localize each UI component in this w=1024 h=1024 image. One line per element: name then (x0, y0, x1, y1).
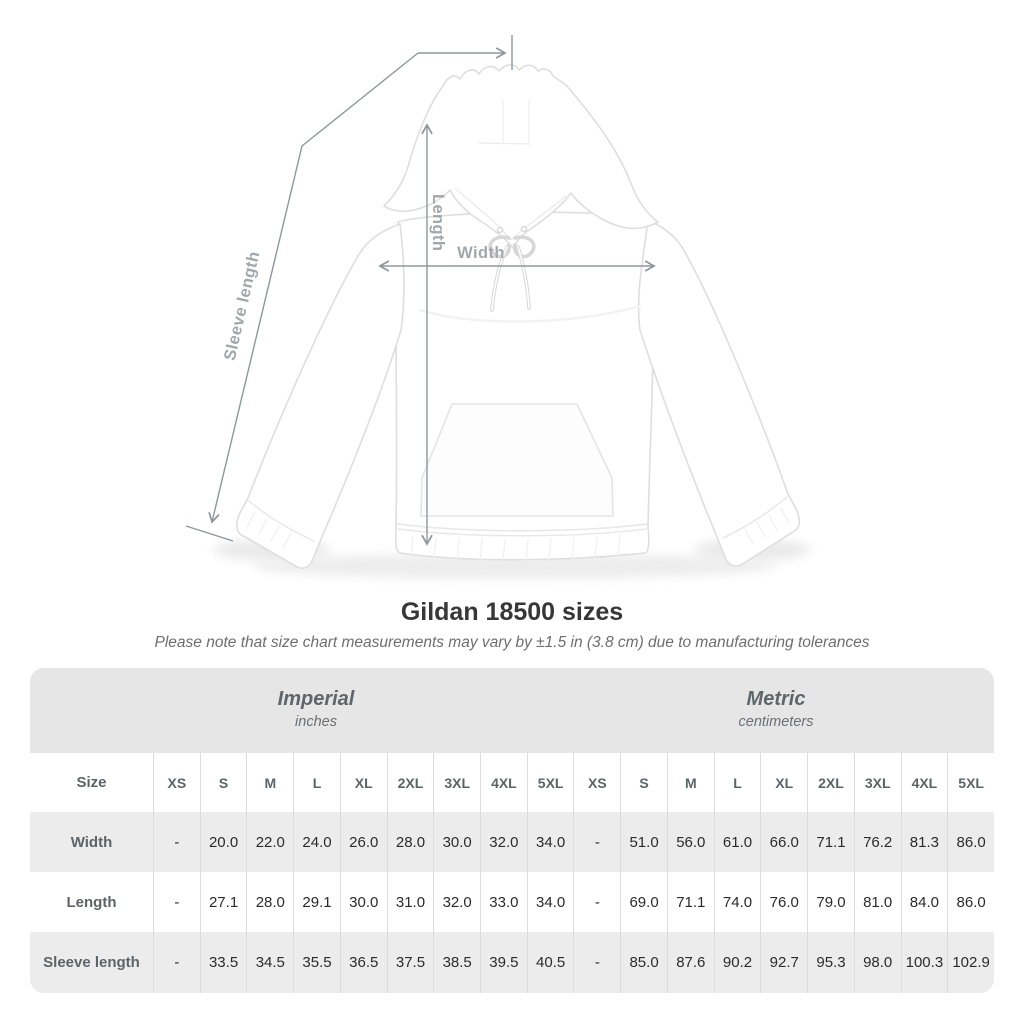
measurement-value: 100.3 (901, 932, 948, 993)
page-title: Gildan 18500 sizes (400, 598, 624, 626)
measurement-value: 20.0 (200, 812, 247, 872)
sleeve-length-row (30, 932, 994, 993)
measurement-value: 76.0 (760, 872, 807, 932)
measurement-value: 71.1 (667, 872, 714, 932)
column-header-s: S (620, 753, 667, 812)
measurement-value: 33.5 (200, 932, 247, 993)
metric-label: Metric (746, 688, 806, 710)
column-header-4xl: 4XL (901, 753, 948, 812)
measurement-value: 92.7 (760, 932, 807, 993)
column-header-l: L (293, 753, 340, 812)
size-column-header: Size (76, 774, 107, 791)
column-header-5xl: 5XL (947, 753, 994, 812)
measurement-value: 31.0 (387, 872, 434, 932)
measurement-value: 38.5 (433, 932, 480, 993)
measurement-value: 30.0 (340, 872, 387, 932)
column-header-3xl: 3XL (433, 753, 480, 812)
measurement-value: 81.3 (901, 812, 948, 872)
measurement-value: 34.0 (527, 812, 574, 872)
measurement-value: 76.2 (854, 812, 901, 872)
length-row (30, 872, 994, 932)
measurement-value: 28.0 (387, 812, 434, 872)
column-header-m: M (246, 753, 293, 812)
measurement-value: 22.0 (246, 812, 293, 872)
measurement-value: 26.0 (340, 812, 387, 872)
measurement-value: 61.0 (714, 812, 761, 872)
hoodie-illustration (237, 65, 800, 568)
measurement-value: 33.0 (480, 872, 527, 932)
column-header-xl: XL (760, 753, 807, 812)
measurement-value: 32.0 (433, 872, 480, 932)
row-label: Sleeve length (43, 954, 140, 971)
measurement-value: 29.1 (293, 872, 340, 932)
measurement-value: - (573, 932, 620, 993)
table-section-header (30, 668, 994, 753)
metric-section (739, 688, 814, 730)
measurement-value: 36.5 (340, 932, 387, 993)
column-header-m: M (667, 753, 714, 812)
sleeve-length-label: Sleeve length (220, 249, 264, 363)
size-table (30, 668, 994, 993)
width-row (30, 812, 994, 872)
measurement-value: 86.0 (947, 872, 994, 932)
measurement-value: 86.0 (947, 812, 994, 872)
measurement-value: 81.0 (854, 872, 901, 932)
measurement-value: 87.6 (667, 932, 714, 993)
column-header-5xl: 5XL (527, 753, 574, 812)
measurement-value: 24.0 (293, 812, 340, 872)
metric-unit-label: centimeters (738, 714, 814, 730)
imperial-unit-label: inches (295, 714, 337, 730)
measurement-value: 74.0 (714, 872, 761, 932)
column-header-xl: XL (340, 753, 387, 812)
measurement-value: 39.5 (480, 932, 527, 993)
kangaroo-pocket (421, 404, 613, 516)
measurement-value: 40.5 (527, 932, 574, 993)
imperial-section (278, 688, 355, 730)
measurement-value: 34.0 (527, 872, 574, 932)
measurement-value: 34.5 (246, 932, 293, 993)
measurement-value: 102.9 (947, 932, 994, 993)
measurement-value: 69.0 (620, 872, 667, 932)
column-header-2xl: 2XL (387, 753, 434, 812)
row-label: Length (66, 893, 117, 911)
measurement-value: 35.5 (293, 932, 340, 993)
imperial-label: Imperial (277, 688, 355, 710)
measurement-value: 90.2 (714, 932, 761, 993)
row-label: Width (70, 833, 113, 851)
measurement-value: 32.0 (480, 812, 527, 872)
measurement-value: - (153, 812, 200, 872)
measurement-value: 27.1 (200, 872, 247, 932)
hoodie-left-sleeve (237, 224, 404, 568)
measurement-value: 71.1 (807, 812, 854, 872)
measurement-value: - (153, 932, 200, 993)
column-header-3xl: 3XL (854, 753, 901, 812)
column-header-s: S (200, 753, 247, 812)
measurement-value: 85.0 (620, 932, 667, 993)
width-label: Width (457, 244, 505, 262)
column-header-xs: XS (153, 753, 200, 812)
measurement-value: 28.0 (246, 872, 293, 932)
measurement-value: 30.0 (433, 812, 480, 872)
measurement-value: 79.0 (807, 872, 854, 932)
tolerance-note: Please note that size chart measurements may vary by ±1.5 in (3.8 cm) due to manufacturing tolerances (154, 634, 870, 651)
measurement-value: 51.0 (620, 812, 667, 872)
measurement-value: - (573, 812, 620, 872)
measurement-value: 95.3 (807, 932, 854, 993)
column-header-xs: XS (573, 753, 620, 812)
measurement-value: - (153, 872, 200, 932)
cuff-tick (186, 526, 233, 541)
measurement-value: 66.0 (760, 812, 807, 872)
length-label: Length (429, 194, 447, 252)
size-header-row (30, 753, 994, 812)
hoodie-right-sleeve (639, 220, 800, 566)
column-header-4xl: 4XL (480, 753, 527, 812)
column-header-2xl: 2XL (807, 753, 854, 812)
measurement-value: 37.5 (387, 932, 434, 993)
measurement-value: 84.0 (901, 872, 948, 932)
measurement-value: 98.0 (854, 932, 901, 993)
measurement-value: 56.0 (667, 812, 714, 872)
column-header-l: L (714, 753, 761, 812)
measurement-value: - (573, 872, 620, 932)
